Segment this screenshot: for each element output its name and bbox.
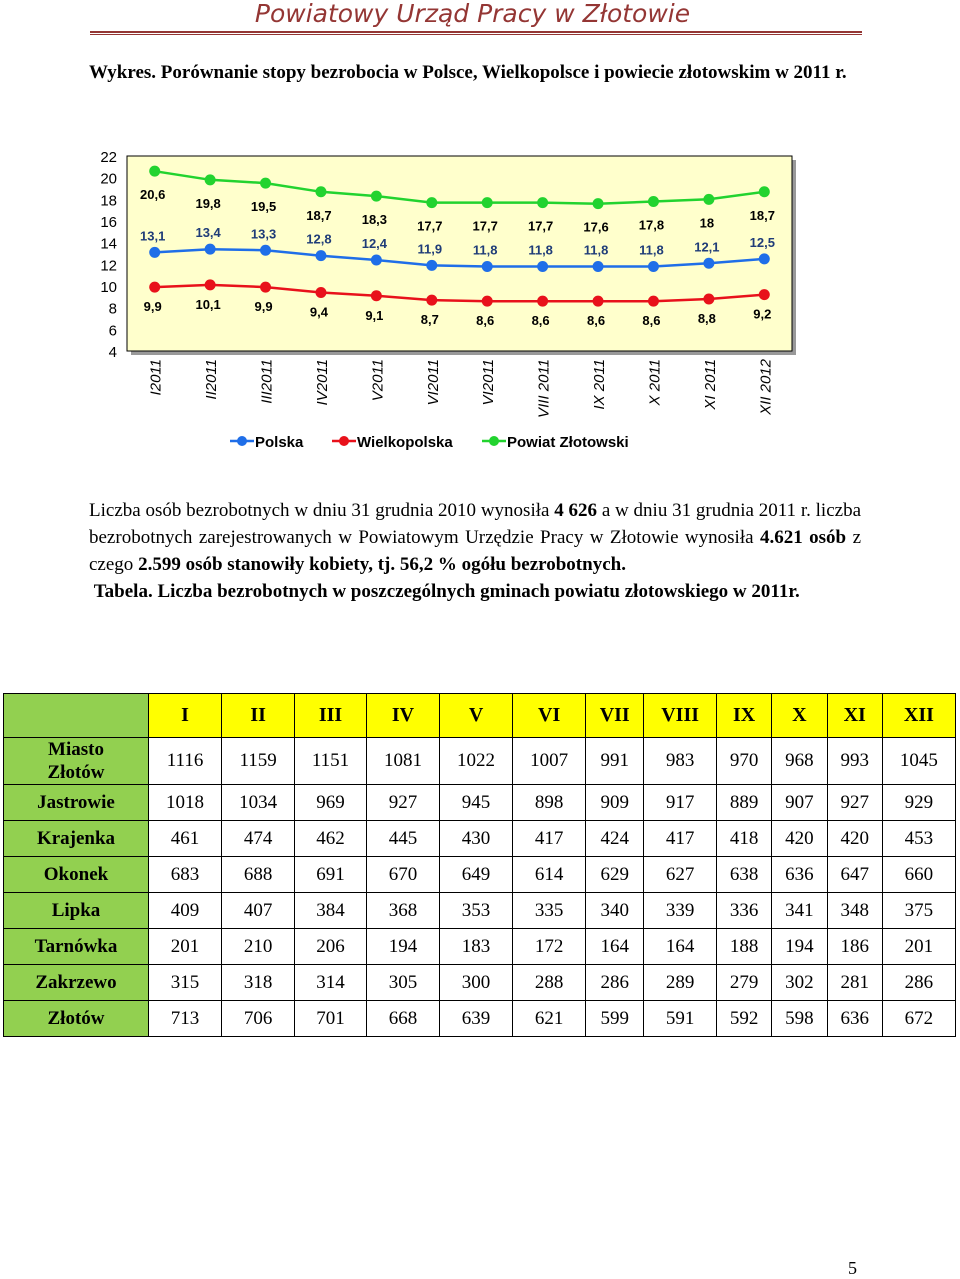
table-cell: 701 xyxy=(295,1001,367,1037)
data-label: 8,7 xyxy=(420,312,439,328)
table-cell: 970 xyxy=(716,738,771,785)
data-label: 12,1 xyxy=(694,239,720,255)
data-label: 11,9 xyxy=(417,241,443,257)
data-label: 12,8 xyxy=(306,231,332,247)
table-cell: 289 xyxy=(644,965,717,1001)
table-cell: 621 xyxy=(513,1001,586,1037)
series-point xyxy=(703,194,714,205)
series-point xyxy=(648,296,659,307)
data-label: 12,5 xyxy=(749,234,775,250)
table-cell: 668 xyxy=(366,1001,439,1037)
x-tick-label: III2011 xyxy=(258,359,276,404)
paragraph-count-2010: 4 626 xyxy=(554,500,598,521)
gmina-name-cell: Lipka xyxy=(4,893,149,929)
series-point xyxy=(149,247,160,258)
table-cell: 340 xyxy=(586,893,644,929)
table-cell: 194 xyxy=(366,929,439,965)
table-column-header: XII xyxy=(882,694,955,738)
table-column-header: VIII xyxy=(644,694,717,738)
table-cell: 927 xyxy=(366,785,439,821)
legend-marker xyxy=(489,436,499,446)
table-cell: 384 xyxy=(295,893,367,929)
x-tick-label: IX 2011 xyxy=(591,359,609,410)
table-cell: 639 xyxy=(440,1001,513,1037)
x-tick-label: I2011 xyxy=(147,359,165,396)
table-row xyxy=(4,893,956,929)
table-cell: 917 xyxy=(644,785,717,821)
series-point xyxy=(205,279,216,290)
series-point xyxy=(537,261,548,272)
unemployment-table xyxy=(3,693,956,1037)
header-rule-thin xyxy=(90,34,862,35)
table-cell: 945 xyxy=(440,785,513,821)
data-label: 17,7 xyxy=(417,218,443,234)
y-tick-label: 14 xyxy=(100,235,117,253)
table-column-header: X xyxy=(772,694,827,738)
y-tick-label: 4 xyxy=(108,344,117,361)
table-cell: 638 xyxy=(716,857,771,893)
y-axis xyxy=(100,149,117,361)
table-cell: 172 xyxy=(513,929,586,965)
table-cell: 314 xyxy=(295,965,367,1001)
unemployment-line-chart xyxy=(0,140,960,460)
table-cell: 993 xyxy=(827,738,882,785)
header-title: Powiatowy Urząd Pracy w Złotowie xyxy=(254,0,691,28)
series-point xyxy=(759,186,770,197)
table-cell: 909 xyxy=(586,785,644,821)
series-point xyxy=(759,253,770,264)
data-label: 17,7 xyxy=(472,218,498,234)
table-cell: 288 xyxy=(513,965,586,1001)
x-axis xyxy=(148,358,775,418)
page-header xyxy=(0,0,960,40)
table-cell: 649 xyxy=(440,857,513,893)
data-label: 9,1 xyxy=(365,307,384,323)
paragraph-text-1: Liczba osób bezrobotnych w dniu 31 grudnia 2010 wynosiła xyxy=(89,500,555,521)
table-cell: 164 xyxy=(644,929,717,965)
table-row xyxy=(4,857,956,893)
table-cell: 1116 xyxy=(149,738,222,785)
table-cell: 968 xyxy=(772,738,827,785)
table-cell: 201 xyxy=(149,929,222,965)
table-cell: 991 xyxy=(586,738,644,785)
table-cell: 1045 xyxy=(882,738,955,785)
data-label: 17,6 xyxy=(583,219,609,235)
y-tick-label: 20 xyxy=(100,170,117,188)
legend-marker xyxy=(339,436,349,446)
gmina-name-cell: Tarnówka xyxy=(4,929,149,965)
table-cell: 368 xyxy=(366,893,439,929)
table-cell: 1022 xyxy=(440,738,513,785)
table-cell: 706 xyxy=(222,1001,295,1037)
table-cell: 599 xyxy=(586,1001,644,1037)
table-cell: 1007 xyxy=(513,738,586,785)
table-cell: 598 xyxy=(772,1001,827,1037)
gmina-name-cell: Okonek xyxy=(4,857,149,893)
series-point xyxy=(648,261,659,272)
series-point xyxy=(315,287,326,298)
table-cell: 1081 xyxy=(366,738,439,785)
data-label: 9,4 xyxy=(309,304,328,320)
table-cell: 889 xyxy=(716,785,771,821)
legend-label: Wielkopolska xyxy=(357,434,453,451)
table-title-label: Tabela. xyxy=(93,581,153,602)
paragraph-text-3: z czego xyxy=(89,527,862,575)
table-title-text: Liczba bezrobotnych w poszczególnych gminach powiatu złotowskiego w 2011r. xyxy=(152,581,800,602)
table-body xyxy=(4,738,956,1037)
x-tick-label: II2011 xyxy=(203,359,221,400)
series-point xyxy=(149,166,160,177)
table-column-header: VII xyxy=(586,694,644,738)
table-cell: 969 xyxy=(295,785,367,821)
y-tick-label: 22 xyxy=(100,149,117,166)
series-point xyxy=(260,282,271,293)
table-cell: 353 xyxy=(440,893,513,929)
gmina-name-cell: Złotów xyxy=(4,1001,149,1037)
table-cell: 660 xyxy=(882,857,955,893)
table-cell: 341 xyxy=(772,893,827,929)
series-point xyxy=(260,245,271,256)
table-cell: 286 xyxy=(882,965,955,1001)
table-cell: 629 xyxy=(586,857,644,893)
table-cell: 614 xyxy=(513,857,586,893)
table-cell: 420 xyxy=(827,821,882,857)
table-cell: 318 xyxy=(222,965,295,1001)
table-cell: 186 xyxy=(827,929,882,965)
x-tick-label: VI2011 xyxy=(424,359,442,406)
table-cell: 375 xyxy=(882,893,955,929)
data-label: 8,6 xyxy=(642,313,661,329)
data-label: 17,8 xyxy=(638,217,665,233)
table-cell: 420 xyxy=(772,821,827,857)
series-point xyxy=(371,191,382,202)
paragraph-count-2011: 4.621 osób xyxy=(759,527,847,548)
table-cell: 210 xyxy=(222,929,295,965)
table-cell: 1018 xyxy=(149,785,222,821)
table-column-header: V xyxy=(440,694,513,738)
table-corner-cell xyxy=(4,694,149,738)
series-point xyxy=(426,197,437,208)
gmina-name-cell: Jastrowie xyxy=(4,785,149,821)
data-label: 9,9 xyxy=(254,299,273,315)
x-tick-label: V2011 xyxy=(369,359,387,402)
page-number: 5 xyxy=(848,1258,857,1278)
data-label: 9,2 xyxy=(753,306,772,322)
series-point xyxy=(315,250,326,261)
table-cell: 591 xyxy=(644,1001,717,1037)
x-tick-label: VIII 2011 xyxy=(535,359,553,418)
data-label: 8,8 xyxy=(697,311,716,326)
table-cell: 1159 xyxy=(222,738,295,785)
table-cell: 418 xyxy=(716,821,771,857)
series-point xyxy=(426,295,437,306)
data-label: 8,6 xyxy=(476,313,495,329)
data-label: 8,6 xyxy=(587,313,606,329)
table-cell: 907 xyxy=(772,785,827,821)
y-tick-label: 6 xyxy=(108,322,117,340)
series-point xyxy=(482,296,493,307)
gmina-name-cell: Zakrzewo xyxy=(4,965,149,1001)
data-label: 13,4 xyxy=(195,225,221,241)
series-point xyxy=(426,260,437,271)
table-cell: 339 xyxy=(644,893,717,929)
table-cell: 201 xyxy=(882,929,955,965)
gmina-name-cell: Miasto Złotów xyxy=(4,738,149,785)
table-cell: 1034 xyxy=(222,785,295,821)
table-cell: 461 xyxy=(149,821,222,857)
table-cell: 927 xyxy=(827,785,882,821)
paragraph-text-2: a w dniu 31 grudnia 2011 r. liczba bezrobotnych zarejestrowanych w Powiatowym Urzędzie Pracy w Złotowie wynosiła xyxy=(89,500,861,548)
series-point xyxy=(205,174,216,185)
y-tick-label: 8 xyxy=(108,300,117,318)
table-cell: 430 xyxy=(440,821,513,857)
table-cell: 627 xyxy=(644,857,717,893)
table-cell: 286 xyxy=(586,965,644,1001)
data-label: 11,8 xyxy=(472,242,498,258)
table-cell: 348 xyxy=(827,893,882,929)
data-label: 18,3 xyxy=(361,212,388,228)
data-label: 20,6 xyxy=(140,187,166,203)
table-cell: 672 xyxy=(882,1001,955,1037)
series-point xyxy=(759,289,770,300)
series-point xyxy=(537,197,548,208)
y-tick-label: 18 xyxy=(100,192,117,210)
data-label: 9,9 xyxy=(143,299,162,315)
table-cell: 592 xyxy=(716,1001,771,1037)
table-cell: 683 xyxy=(149,857,222,893)
series-point xyxy=(260,178,271,189)
data-label: 11,8 xyxy=(639,242,664,258)
table-cell: 713 xyxy=(149,1001,222,1037)
table-column-header: III xyxy=(295,694,367,738)
data-label: 19,5 xyxy=(250,199,277,215)
x-tick-label: IV2011 xyxy=(313,359,331,406)
gmina-name-cell: Krajenka xyxy=(4,821,149,857)
table-cell: 335 xyxy=(513,893,586,929)
y-tick-label: 16 xyxy=(100,214,117,231)
series-point xyxy=(593,261,604,272)
table-cell: 445 xyxy=(366,821,439,857)
series-point xyxy=(593,198,604,209)
table-cell: 1151 xyxy=(295,738,367,785)
data-label: 19,8 xyxy=(195,195,221,211)
series-point xyxy=(703,294,714,305)
table-cell: 670 xyxy=(366,857,439,893)
table-row xyxy=(4,785,956,821)
table-column-header: IV xyxy=(366,694,439,738)
table-cell: 315 xyxy=(149,965,222,1001)
series-point xyxy=(371,290,382,301)
chart-legend xyxy=(230,434,629,451)
table-cell: 302 xyxy=(772,965,827,1001)
data-label: 18,7 xyxy=(306,207,332,223)
table-cell: 688 xyxy=(222,857,295,893)
table-cell: 983 xyxy=(644,738,717,785)
table-column-header: II xyxy=(222,694,295,738)
table-column-header: I xyxy=(149,694,222,738)
header-rule xyxy=(90,31,862,33)
table-cell: 691 xyxy=(295,857,367,893)
table-cell: 183 xyxy=(440,929,513,965)
data-label: 11,8 xyxy=(583,242,609,258)
series-point xyxy=(371,255,382,266)
summary-paragraph xyxy=(89,497,861,605)
y-tick-label: 12 xyxy=(100,257,117,275)
series-point xyxy=(205,244,216,255)
table-cell: 647 xyxy=(827,857,882,893)
table-cell: 898 xyxy=(513,785,586,821)
table-cell: 474 xyxy=(222,821,295,857)
table-row xyxy=(4,965,956,1001)
plot-area xyxy=(127,156,792,351)
table-cell: 462 xyxy=(295,821,367,857)
data-label: 17,7 xyxy=(527,218,554,234)
table-cell: 164 xyxy=(586,929,644,965)
table-header-row xyxy=(4,694,956,738)
data-label: 18 xyxy=(699,215,715,231)
data-label: 13,3 xyxy=(250,226,277,242)
table-cell: 424 xyxy=(586,821,644,857)
legend-marker xyxy=(237,436,247,446)
data-label: 13,1 xyxy=(140,228,166,244)
table-cell: 453 xyxy=(882,821,955,857)
table-row xyxy=(4,738,956,785)
data-label: 11,8 xyxy=(528,242,553,258)
series-point xyxy=(315,186,326,197)
table-cell: 929 xyxy=(882,785,955,821)
table-column-header: IX xyxy=(716,694,771,738)
series-point xyxy=(593,296,604,307)
table-cell: 417 xyxy=(644,821,717,857)
paragraph-women-share: 2.599 osób stanowiły kobiety, tj. 56,2 % ogółu bezrobotnych. xyxy=(138,554,626,575)
data-label: 12,4 xyxy=(361,236,388,251)
series-point xyxy=(703,258,714,269)
table-cell: 300 xyxy=(440,965,513,1001)
table-cell: 407 xyxy=(222,893,295,929)
x-tick-label: VI2011 xyxy=(480,359,498,406)
table-row xyxy=(4,1001,956,1037)
table-cell: 336 xyxy=(716,893,771,929)
y-tick-label: 10 xyxy=(100,279,117,296)
table-column-header: XI xyxy=(827,694,882,738)
table-cell: 305 xyxy=(366,965,439,1001)
series-point xyxy=(482,197,493,208)
table-cell: 281 xyxy=(827,965,882,1001)
x-tick-label: XII 2012 xyxy=(757,359,775,415)
x-tick-label: X 2011 xyxy=(646,359,664,406)
data-label: 10,1 xyxy=(195,296,221,312)
data-label: 8,6 xyxy=(531,313,550,329)
legend-label: Polska xyxy=(255,434,304,451)
table-column-header: VI xyxy=(513,694,586,738)
table-cell: 409 xyxy=(149,893,222,929)
table-row xyxy=(4,929,956,965)
legend-label: Powiat Złotowski xyxy=(507,434,629,451)
table-cell: 279 xyxy=(716,965,771,1001)
table-cell: 194 xyxy=(772,929,827,965)
series-point xyxy=(482,261,493,272)
table-cell: 636 xyxy=(827,1001,882,1037)
table-cell: 636 xyxy=(772,857,827,893)
table-title xyxy=(89,581,800,602)
table-cell: 188 xyxy=(716,929,771,965)
table-cell: 417 xyxy=(513,821,586,857)
series-point xyxy=(537,296,548,307)
series-point xyxy=(648,196,659,207)
table-cell: 206 xyxy=(295,929,367,965)
chart-caption: Wykres. Porównanie stopy bezrobocia w Polsce, Wielkopolsce i powiecie złotowskim w 2011 r. xyxy=(89,62,847,83)
series-point xyxy=(149,282,160,293)
x-tick-label: XI 2011 xyxy=(701,359,719,410)
data-label: 18,7 xyxy=(749,207,775,223)
table-row xyxy=(4,821,956,857)
